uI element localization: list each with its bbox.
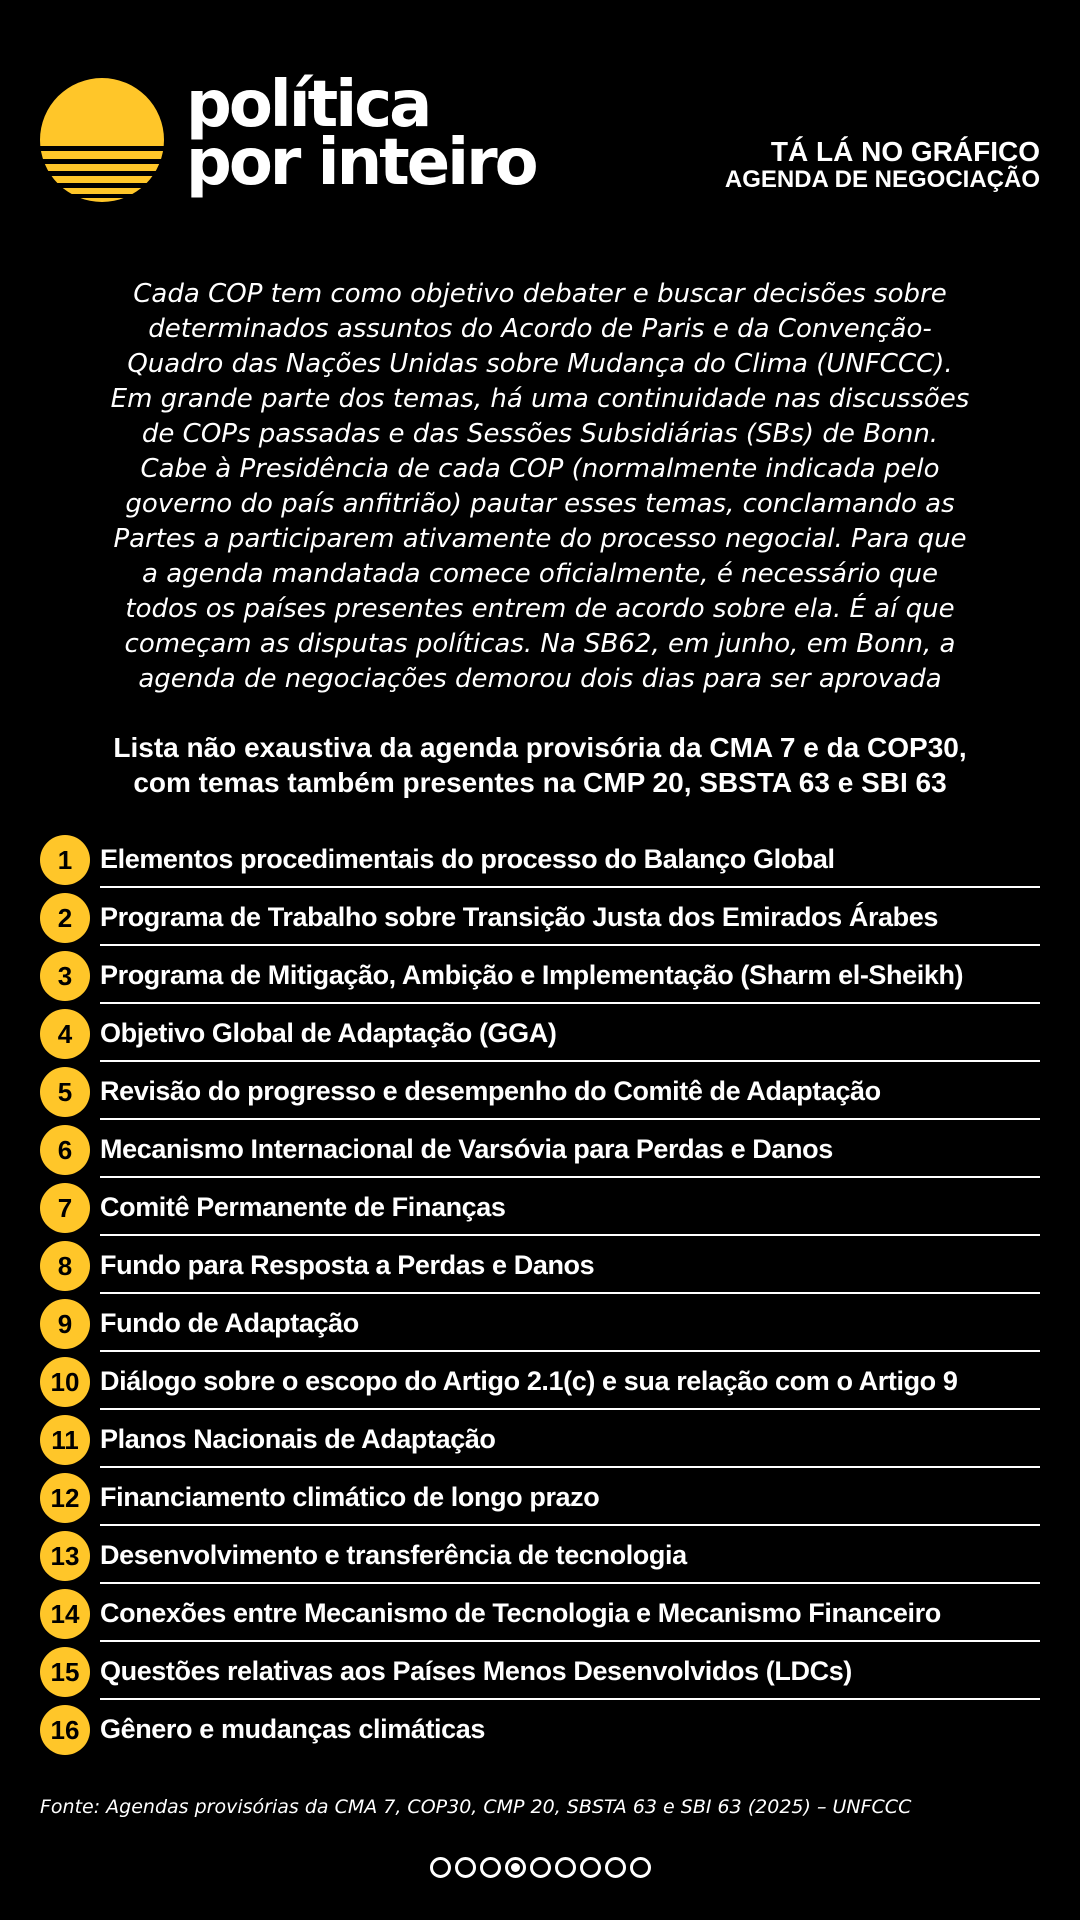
page-dot[interactable] — [530, 1857, 551, 1878]
agenda-number-badge: 3 — [40, 951, 90, 1001]
agenda-item-label: Programa de Trabalho sobre Transição Justa dos Emirados Árabes — [100, 902, 939, 932]
agenda-item — [40, 889, 1040, 947]
list-subtitle — [40, 730, 1040, 800]
agenda-item-label: Conexões entre Mecanismo de Tecnologia e Mecanismo Financeiro — [100, 1598, 941, 1628]
intro-line: Cada COP tem como objetivo debater e buscar decisões sobre — [133, 279, 947, 309]
agenda-item — [40, 1179, 1040, 1237]
agenda-item — [40, 1353, 1040, 1411]
agenda-item — [40, 1063, 1040, 1121]
page-dot[interactable] — [455, 1857, 476, 1878]
agenda-number-badge: 10 — [40, 1357, 90, 1407]
agenda-number-badge: 11 — [40, 1415, 90, 1465]
agenda-number-badge: 12 — [40, 1473, 90, 1523]
intro-line: agenda de negociações demorou dois dias para ser aprovada — [138, 664, 942, 694]
divider — [100, 1408, 1040, 1410]
source-note: Fonte: Agendas provisórias da CMA 7, COP30, CMP 20, SBSTA 63 e SBI 63 (2025) – UNFCCC — [40, 1796, 912, 1818]
agenda-number-badge: 16 — [40, 1705, 90, 1755]
brand-wordmark — [186, 68, 536, 200]
page-dot[interactable] — [480, 1857, 501, 1878]
agenda-item — [40, 831, 1040, 889]
divider — [100, 1350, 1040, 1352]
agenda-item-label: Gênero e mudanças climáticas — [100, 1714, 485, 1744]
subtitle-line: Lista não exaustiva da agenda provisória da CMA 7 e da COP30, — [113, 732, 967, 763]
divider — [100, 1292, 1040, 1294]
agenda-item-label: Fundo de Adaptação — [100, 1308, 359, 1338]
divider — [100, 1002, 1040, 1004]
intro-line: de COPs passadas e das Sessões Subsidiárias (SBs) de Bonn. — [141, 419, 939, 449]
agenda-item-label: Comitê Permanente de Finanças — [100, 1192, 506, 1222]
agenda-item-label: Mecanismo Internacional de Varsóvia para Perdas e Danos — [100, 1134, 833, 1164]
subtitle-line: com temas também presentes na CMP 20, SBSTA 63 e SBI 63 — [133, 767, 947, 798]
page-dot[interactable] — [605, 1857, 626, 1878]
agenda-item — [40, 1237, 1040, 1295]
agenda-item-label: Planos Nacionais de Adaptação — [100, 1424, 496, 1454]
header — [0, 0, 1080, 230]
agenda-number-badge: 4 — [40, 1009, 90, 1059]
agenda-number-badge: 5 — [40, 1067, 90, 1117]
agenda-number-badge: 15 — [40, 1647, 90, 1697]
agenda-number-badge: 8 — [40, 1241, 90, 1291]
agenda-item — [40, 947, 1040, 1005]
agenda-item-label: Objetivo Global de Adaptação (GGA) — [100, 1018, 557, 1048]
divider — [100, 944, 1040, 946]
divider — [100, 1640, 1040, 1642]
header-tag-line1: TÁ LÁ NO GRÁFICO — [770, 136, 1040, 167]
page-dot[interactable] — [580, 1857, 601, 1878]
agenda-item — [40, 1585, 1040, 1643]
agenda-item-label: Desenvolvimento e transferência de tecnologia — [100, 1540, 687, 1570]
page-dot[interactable] — [630, 1857, 651, 1878]
divider — [100, 1582, 1040, 1584]
divider — [100, 1466, 1040, 1468]
pagination-dots — [0, 1857, 1080, 1878]
agenda-number-badge: 9 — [40, 1299, 90, 1349]
agenda-item — [40, 1527, 1040, 1585]
agenda-item-label: Elementos procedimentais do processo do Balanço Global — [100, 844, 835, 874]
header-tag-line2: AGENDA DE NEGOCIAÇÃO — [724, 166, 1040, 193]
divider — [100, 1060, 1040, 1062]
intro-line: começam as disputas políticas. Na SB62, em junho, em Bonn, a — [124, 629, 956, 659]
brand-name-line1: política — [186, 68, 430, 142]
agenda-list — [40, 831, 1040, 1759]
intro-line: Partes a participarem ativamente do processo negocial. Para que — [113, 524, 967, 554]
agenda-item — [40, 1005, 1040, 1063]
agenda-number-badge: 2 — [40, 893, 90, 943]
agenda-item — [40, 1643, 1040, 1701]
agenda-number-badge: 13 — [40, 1531, 90, 1581]
agenda-item — [40, 1295, 1040, 1353]
brand-name-line2: por inteiro — [186, 126, 536, 200]
page-dot[interactable] — [430, 1857, 451, 1878]
intro-line: Em grande parte dos temas, há uma continuidade nas discussões — [110, 384, 970, 414]
page-dot[interactable] — [555, 1857, 576, 1878]
intro-line: determinados assuntos do Acordo de Paris e da Convenção- — [148, 314, 932, 344]
intro-line: Quadro das Nações Unidas sobre Mudança do Clima (UNFCCC). — [127, 349, 953, 379]
divider — [100, 1524, 1040, 1526]
agenda-item-label: Revisão do progresso e desempenho do Comitê de Adaptação — [100, 1076, 881, 1106]
agenda-number-badge: 1 — [40, 835, 90, 885]
intro-line: Cabe à Presidência de cada COP (normalmente indicada pelo — [140, 454, 940, 484]
intro-line: a agenda mandatada comece oficialmente, é necessário que — [142, 559, 938, 589]
agenda-item — [40, 1469, 1040, 1527]
agenda-item-label: Financiamento climático de longo prazo — [100, 1482, 600, 1512]
divider — [100, 1118, 1040, 1120]
agenda-number-badge: 7 — [40, 1183, 90, 1233]
page-dot-active[interactable] — [505, 1857, 526, 1878]
divider — [100, 1234, 1040, 1236]
agenda-item-label: Questões relativas aos Países Menos Desenvolvidos (LDCs) — [100, 1656, 852, 1686]
agenda-item — [40, 1411, 1040, 1469]
agenda-item — [40, 1701, 1040, 1759]
agenda-number-badge: 6 — [40, 1125, 90, 1175]
header-tag — [725, 138, 1040, 194]
sunset-icon — [40, 78, 164, 202]
intro-line: governo do país anfitrião) pautar esses temas, conclamando as — [125, 489, 955, 519]
agenda-item-label: Fundo para Resposta a Perdas e Danos — [100, 1250, 595, 1280]
intro-paragraph — [60, 277, 1020, 697]
intro-line: todos os países presentes entrem de acordo sobre ela. É aí que — [125, 594, 955, 624]
divider — [100, 886, 1040, 888]
agenda-item-label: Diálogo sobre o escopo do Artigo 2.1(c) e sua relação com o Artigo 9 — [100, 1366, 958, 1396]
agenda-item-label: Programa de Mitigação, Ambição e Implementação (Sharm el-Sheikh) — [100, 960, 964, 990]
agenda-item — [40, 1121, 1040, 1179]
agenda-number-badge: 14 — [40, 1589, 90, 1639]
divider — [100, 1698, 1040, 1700]
divider — [100, 1176, 1040, 1178]
